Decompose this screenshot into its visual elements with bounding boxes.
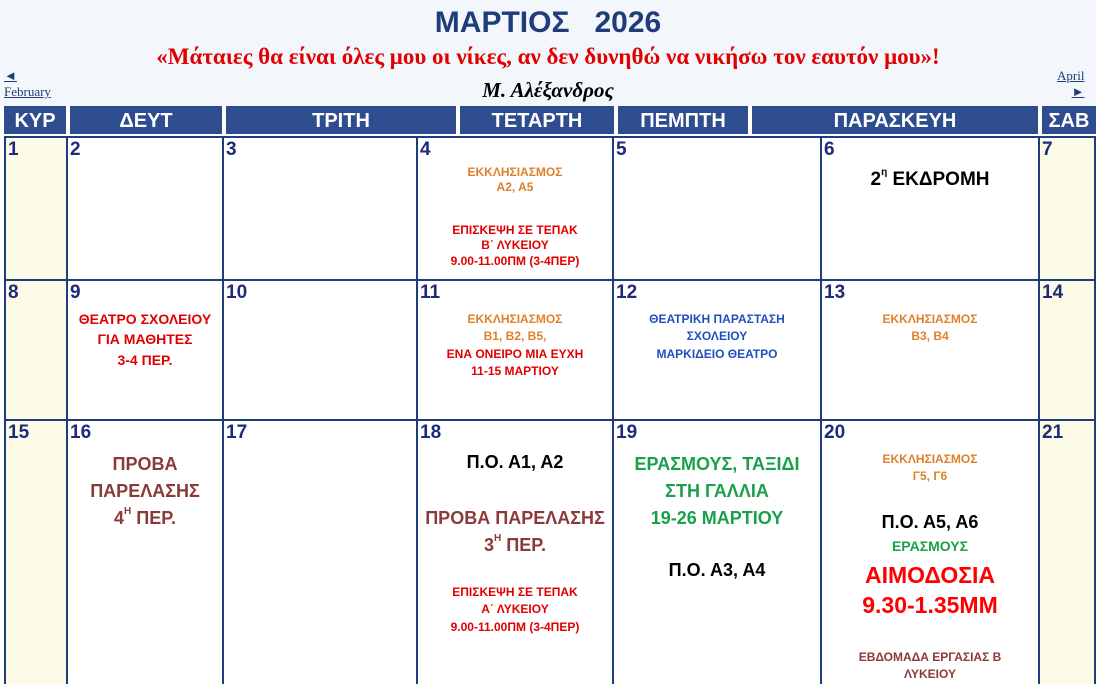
day-cell-13[interactable] bbox=[822, 281, 1040, 421]
prev-month-label: February bbox=[4, 84, 51, 99]
day-number: 1 bbox=[8, 139, 19, 160]
day-number: 6 bbox=[824, 139, 835, 160]
day-cell-6[interactable] bbox=[822, 136, 1040, 281]
calendar-header bbox=[0, 0, 1096, 106]
event-po-a1-a2: Π.Ο. Α1, Α2 bbox=[466, 452, 564, 472]
event-theatre-play: ΘΕΑΤΡΙΚΗ ΠΑΡΑΣΤΑΣΗ ΣΧΟΛΕΙΟΥ ΜΑΡΚΙΔΕΙΟ ΘΕΑΤΡΟ bbox=[649, 312, 785, 361]
day-cell-5[interactable] bbox=[614, 136, 822, 281]
event-day-11: ΕΚΚΛΗΣΙΑΣΜΟΣ Β1, Β2, Β5, ΕΝΑ ΟΝΕΙΡΟ ΜΙΑ ΕΥΧΗ 11-15 ΜΑΡΤΙΟΥ bbox=[446, 312, 584, 379]
day-cell-15[interactable] bbox=[4, 421, 68, 684]
day-number: 5 bbox=[616, 139, 627, 160]
day-cell-14[interactable] bbox=[1040, 281, 1096, 421]
weekday-sat: ΣΑΒ bbox=[1042, 106, 1096, 134]
day-cell-12[interactable] bbox=[614, 281, 822, 421]
day-number: 15 bbox=[8, 422, 30, 443]
day-number: 19 bbox=[616, 422, 638, 443]
day-number: 7 bbox=[1042, 139, 1053, 160]
day-cell-17[interactable] bbox=[224, 421, 418, 684]
day-number: 8 bbox=[8, 282, 19, 303]
day-cell-21[interactable] bbox=[1040, 421, 1096, 684]
event-erasmus-trip: ΕΡΑΣΜΟΥΣ, ΤΑΞΙΔΙ ΣΤΗ ΓΑΛΛΙΑ 19-26 ΜΑΡΤΙΟΥ bbox=[634, 454, 800, 528]
event-blood-donation: ΑΙΜΟΔΟΣΙΑ 9.30-1.35ΜΜ bbox=[862, 562, 998, 618]
day-number: 20 bbox=[824, 422, 846, 443]
day-number: 11 bbox=[420, 282, 441, 303]
day-number: 17 bbox=[226, 422, 248, 443]
day-cell-18[interactable] bbox=[418, 421, 614, 684]
event-visit-tepak: ΕΠΙΣΚΕΨΗ ΣΕ ΤΕΠΑΚ Α΄ ΛΥΚΕΙΟΥ 9.00-11.00ΠΜ (3-4ΠΕΡ) bbox=[450, 585, 580, 634]
day-number: 12 bbox=[616, 282, 638, 303]
day-number: 4 bbox=[420, 139, 431, 160]
day-number: 16 bbox=[70, 422, 92, 443]
day-number: 14 bbox=[1042, 282, 1064, 303]
day-number: 18 bbox=[420, 422, 442, 443]
event-parade-rehearsal: ΠΡΟΒΑ ΠΑΡΕΛΑΣΗΣ $3^H$ ΠΕΡ. bbox=[425, 508, 605, 555]
weekday-tue: ΤΡΙΤΗ bbox=[226, 106, 456, 134]
day-number: 2 bbox=[70, 139, 81, 160]
day-cell-2[interactable] bbox=[68, 136, 224, 281]
day-cell-1[interactable] bbox=[4, 136, 68, 281]
event-po-a3-a4: Π.Ο. Α3, Α4 bbox=[668, 560, 766, 580]
day-number: 3 bbox=[226, 139, 237, 160]
event-work-week: ΕΒΔΟΜΑΔΑ ΕΡΓΑΣΙΑΣ Β ΛΥΚΕΙΟΥ bbox=[858, 650, 1002, 682]
weekday-fri: ΠΑΡΑΣΚΕΥΗ bbox=[752, 106, 1038, 134]
day-cell-16[interactable] bbox=[68, 421, 224, 684]
day-cell-4[interactable] bbox=[418, 136, 614, 281]
next-month-label: April bbox=[1057, 68, 1085, 83]
quote-text: «Μάταιες θα είναι όλες μου οι νίκες, αν δεν δυνηθώ να νικήσω τον εαυτόν μου»! bbox=[156, 44, 940, 69]
event-ekklisiasmos: ΕΚΚΛΗΣΙΑΣΜΟΣ Γ5, Γ6 bbox=[882, 452, 978, 484]
event-school-theatre: ΘΕΑΤΡΟ ΣΧΟΛΕΙΟΥ ΓΙΑ ΜΑΘΗΤΕΣ 3-4 ΠΕΡ. bbox=[78, 311, 212, 368]
event-visit-tepak: ΕΠΙΣΚΕΨΗ ΣΕ ΤΕΠΑΚ Β΄ ΛΥΚΕΙΟΥ 9.00-11.00ΠΜ (3-4ΠΕΡ) bbox=[450, 223, 580, 268]
weekday-mon: ΔΕΥΤ bbox=[70, 106, 222, 134]
quote-author: Μ. Αλέξανδρος bbox=[482, 78, 614, 102]
page-title: ΜΑΡΤΙΟΣ 2026 bbox=[434, 6, 662, 39]
day-cell-8[interactable] bbox=[4, 281, 68, 421]
day-number: 21 bbox=[1042, 422, 1064, 443]
day-number: 13 bbox=[824, 282, 846, 303]
day-cell-20[interactable] bbox=[822, 421, 1040, 684]
weekday-wed: ΤΕΤΑΡΤΗ bbox=[460, 106, 614, 134]
day-number: 10 bbox=[226, 282, 248, 303]
prev-month-link[interactable] bbox=[4, 68, 51, 100]
event-ekklisiasmos: ΕΚΚΛΗΣΙΑΣΜΟΣ Β3, Β4 bbox=[882, 312, 978, 344]
event-excursion: $2^\eta$ ΕΚΔΡΟΜΗ bbox=[870, 167, 990, 190]
event-parade-rehearsal: ΠΡΟΒΑ ΠΑΡΕΛΑΣΗΣ $4^H$ ΠΕΡ. bbox=[90, 454, 200, 528]
day-cell-10[interactable] bbox=[224, 281, 418, 421]
weekday-sun: ΚΥΡ bbox=[4, 106, 66, 134]
day-cell-7[interactable] bbox=[1040, 136, 1096, 281]
day-number: 9 bbox=[70, 282, 81, 303]
day-cell-19[interactable] bbox=[614, 421, 822, 684]
weekday-thu: ΠΕΜΠΤΗ bbox=[618, 106, 748, 134]
event-erasmus: ΕΡΑΣΜΟΥΣ bbox=[891, 538, 969, 554]
right-arrow-icon: ► bbox=[1071, 84, 1085, 99]
event-ekklisiasmos: ΕΚΚΛΗΣΙΑΣΜΟΣ Α2, Α5 bbox=[467, 165, 563, 195]
day-cell-9[interactable] bbox=[68, 281, 224, 421]
day-cell-3[interactable] bbox=[224, 136, 418, 281]
left-arrow-icon: ◄ bbox=[4, 68, 17, 83]
next-month-link[interactable] bbox=[1057, 68, 1084, 100]
event-po-a5-a6: Π.Ο. Α5, Α6 bbox=[881, 512, 979, 532]
day-cell-11[interactable] bbox=[418, 281, 614, 421]
